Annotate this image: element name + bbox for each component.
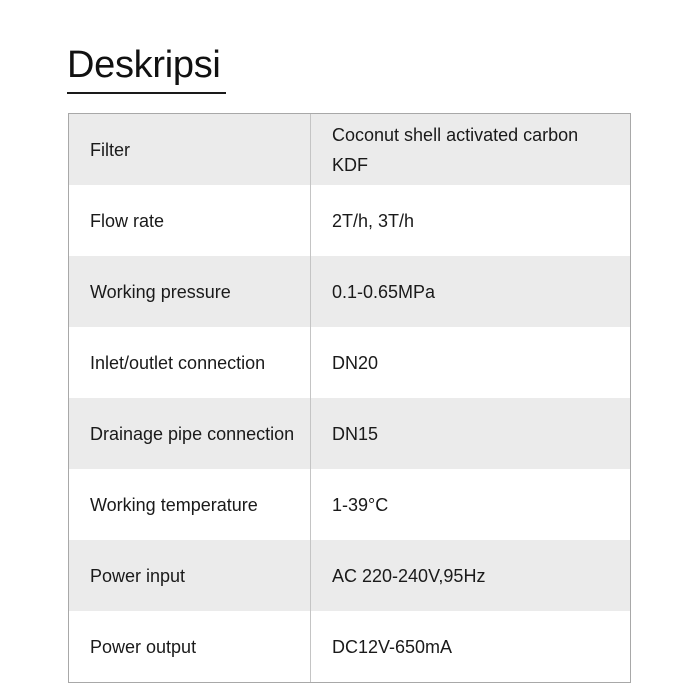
table-row — [69, 540, 630, 611]
spec-label: Working pressure — [69, 256, 311, 327]
spec-label: Power output — [69, 611, 311, 682]
spec-label: Inlet/outlet connection — [69, 327, 311, 398]
spec-table — [68, 113, 631, 683]
table-row — [69, 185, 630, 256]
spec-label: Working temperature — [69, 469, 311, 540]
table-row — [69, 114, 630, 185]
title-underline — [67, 92, 226, 94]
table-row — [69, 398, 630, 469]
spec-label: Drainage pipe connection — [69, 398, 311, 469]
spec-label: Filter — [69, 114, 311, 185]
table-row — [69, 327, 630, 398]
spec-value: 1-39°C — [332, 494, 389, 515]
spec-value: 0.1-0.65MPa — [332, 281, 436, 302]
table-row — [69, 256, 630, 327]
spec-value: DN20 — [332, 352, 379, 373]
spec-value: DN15 — [332, 423, 379, 444]
page-title: Deskripsi — [67, 44, 221, 86]
table-row — [69, 611, 630, 682]
spec-value: 2T/h, 3T/h — [332, 210, 415, 231]
spec-value: DC12V-650mA — [332, 636, 453, 657]
spec-label: Flow rate — [69, 185, 311, 256]
table-row — [69, 469, 630, 540]
spec-value: Coconut shell activated carbon KDF — [332, 124, 579, 175]
spec-value: AC 220-240V,95Hz — [332, 565, 486, 586]
spec-label: Power input — [69, 540, 311, 611]
